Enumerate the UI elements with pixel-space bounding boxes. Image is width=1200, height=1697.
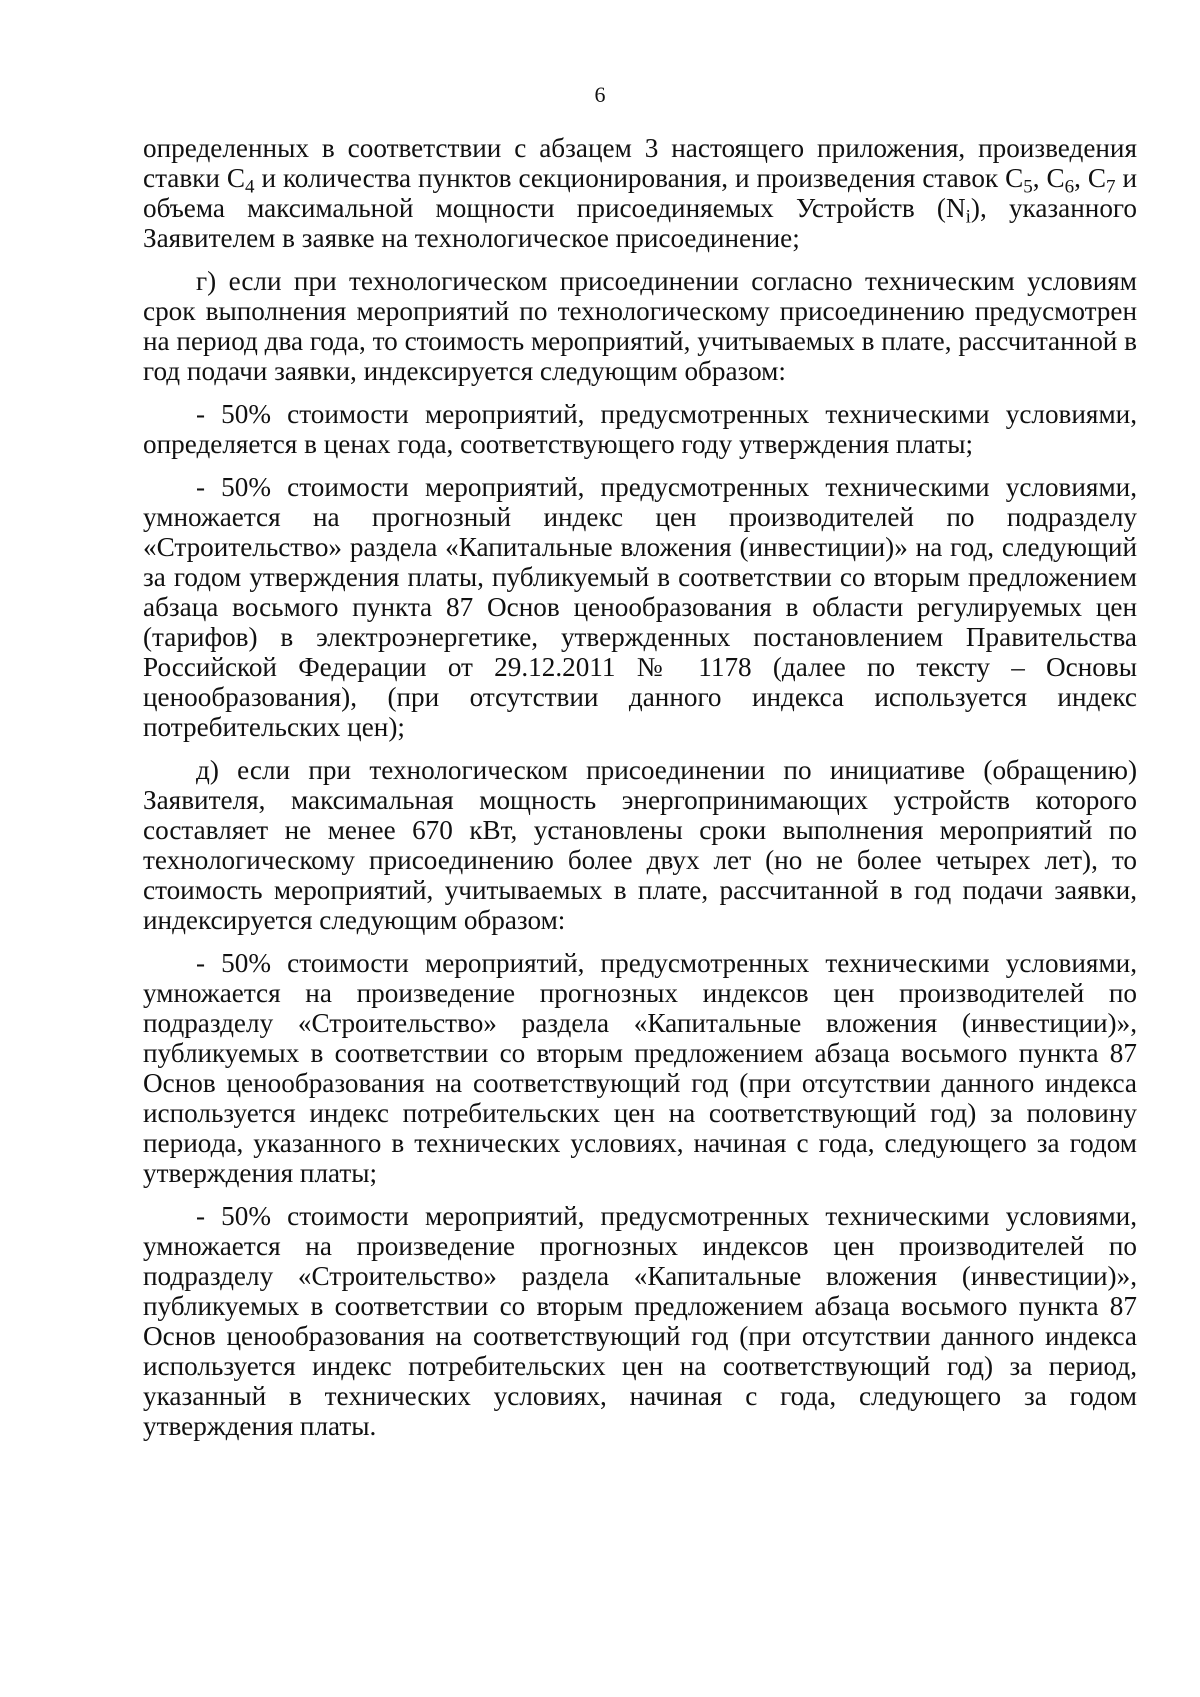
subscript-index: 5 xyxy=(1023,176,1033,198)
paragraph-text: и объема максимальной мощности присоединяемых Устройств (N xyxy=(143,163,1138,223)
paragraph-bullet: - 50% стоимости мероприятий, предусмотренных техническими условиями, определяется в ценах года, соответствующего году утверждения платы; xyxy=(143,399,1137,459)
paragraph-bullet: - 50% стоимости мероприятий, предусмотренных техническими условиями, умножается на произведение прогнозных индексов цен производителей по подразделу «Строительство» раздела «Капитальные вложения (инвестиции)», публикуемых в соответствии со вторым предложением абзаца восьмого пункта 87 Основ ценообразования на соответствующий год (при отсутствии данного индекса используется индекс потребительских цен на соответствующий год) за половину периода, указанного в технических условиях, начиная с года, следующего за годом утверждения платы; xyxy=(143,948,1137,1188)
paragraph-text: , С xyxy=(1074,163,1106,193)
subscript-index: i xyxy=(965,206,971,228)
paragraph-text: , С xyxy=(1032,163,1065,193)
subscript-index: 4 xyxy=(245,176,255,198)
paragraph-bullet: - 50% стоимости мероприятий, предусмотренных техническими условиями, умножается на прогнозный индекс цен производителей по подразделу «Строительство» раздела «Капитальные вложения (инвестиции)» на год, следующий за годом утверждения платы, публикуемый в соответствии со вторым предложением абзаца восьмого пункта 87 Основ ценообразования в области регулируемых цен (тарифов) в электроэнергетике, утвержденных постановлением Правительства Российской Федерации от 29.12.2011 № 1178 (далее по тексту – Основы ценообразования), (при отсутствии данного индекса используется индекс потребительских цен); xyxy=(143,472,1137,742)
paragraph-text: и количества пунктов секционирования, и произведения ставок С xyxy=(254,163,1024,193)
paragraph-continuation xyxy=(143,133,1137,253)
subscript-index: 6 xyxy=(1064,176,1075,198)
subscript-index: 7 xyxy=(1106,176,1116,198)
paragraph-text: ), указанного Заявителем в заявке на технологическое присоединение; xyxy=(143,193,1137,253)
page-number: 6 xyxy=(594,82,606,107)
paragraph-text: определенных в соответствии с абзацем 3 настоящего приложения, произведения ставки С xyxy=(143,133,1137,193)
paragraph-item-d: д) если при технологическом присоединении по инициативе (обращению) Заявителя, максимальная мощность энергопринимающих устройств которого составляет не менее 670 кВт, установлены сроки выполнения мероприятий по технологическому присоединению более двух лет (но не более четырех лет), то стоимость мероприятий, учитываемых в плате, рассчитанной в год подачи заявки, индексируется следующим образом: xyxy=(143,755,1137,935)
paragraph-bullet: - 50% стоимости мероприятий, предусмотренных техническими условиями, умножается на произведение прогнозных индексов цен производителей по подразделу «Строительство» раздела «Капитальные вложения (инвестиции)», публикуемых в соответствии со вторым предложением абзаца восьмого пункта 87 Основ ценообразования на соответствующий год (при отсутствии данного индекса используется индекс потребительских цен на соответствующий год) за период, указанный в технических условиях, начиная с года, следующего за годом утверждения платы. xyxy=(143,1201,1137,1441)
paragraph-item-g: г) если при технологическом присоединении согласно техническим условиям срок выполнения мероприятий по технологическому присоединению предусмотрен на период два года, то стоимость мероприятий, учитываемых в плате, рассчитанной в год подачи заявки, индексируется следующим образом: xyxy=(143,266,1137,386)
document-body xyxy=(143,133,1137,1454)
